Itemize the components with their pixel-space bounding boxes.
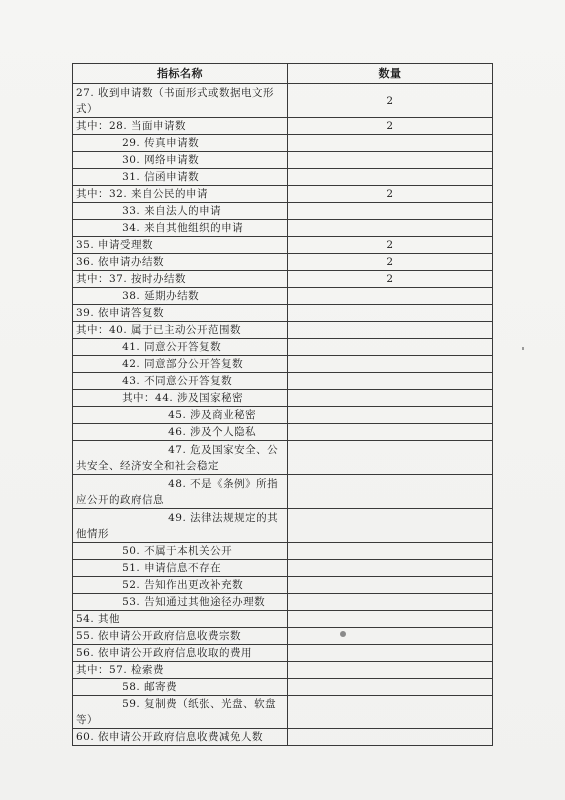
indicator-name-cell: 34. 来自其他组织的申请: [73, 220, 288, 237]
quantity-cell: 2: [288, 118, 493, 135]
indicator-name-cell: 47. 危及国家安全、公共安全、经济安全和社会稳定: [73, 441, 288, 475]
quantity-cell: [288, 577, 493, 594]
indicator-name-cell: 60. 依申请公开政府信息收费减免人数: [73, 729, 288, 746]
quantity-cell: [288, 339, 493, 356]
table-header-row: [73, 64, 493, 84]
table-row: [73, 373, 493, 390]
quantity-cell: 2: [288, 271, 493, 288]
table-row: [73, 339, 493, 356]
ink-dot-mark: [340, 631, 346, 637]
table-row: [73, 696, 493, 729]
column-header-indicator-name: 指标名称: [73, 64, 288, 84]
indicator-name-cell: 42. 同意部分公开答复数: [73, 356, 288, 373]
table-row: [73, 118, 493, 135]
quantity-cell: [288, 628, 493, 645]
indicator-name-cell: 58. 邮寄费: [73, 679, 288, 696]
column-header-quantity: 数量: [288, 64, 493, 84]
quantity-cell: 2: [288, 186, 493, 203]
scan-speck: [522, 347, 524, 350]
indicator-name-cell: 其中：40. 属于已主动公开范围数: [73, 322, 288, 339]
indicator-name-cell: 43. 不同意公开答复数: [73, 373, 288, 390]
quantity-cell: [288, 305, 493, 322]
indicator-name-cell: 38. 延期办结数: [73, 288, 288, 305]
quantity-cell: [288, 390, 493, 407]
quantity-cell: [288, 407, 493, 424]
quantity-cell: [288, 441, 493, 475]
indicator-name-cell: 33. 来自法人的申请: [73, 203, 288, 220]
quantity-cell: [288, 220, 493, 237]
table-row: [73, 356, 493, 373]
table-row: [73, 509, 493, 543]
table-row: [73, 424, 493, 441]
quantity-cell: [288, 560, 493, 577]
table-row: [73, 679, 493, 696]
quantity-cell: 2: [288, 84, 493, 118]
quantity-cell: [288, 543, 493, 560]
table-row: [73, 322, 493, 339]
table-row: [73, 560, 493, 577]
quantity-cell: [288, 373, 493, 390]
indicator-name-cell: 30. 网络申请数: [73, 152, 288, 169]
table-row: [73, 729, 493, 746]
table-row: [73, 135, 493, 152]
indicator-name-cell: 51. 申请信息不存在: [73, 560, 288, 577]
indicator-name-cell: 52. 告知作出更改补充数: [73, 577, 288, 594]
table-row: [73, 390, 493, 407]
quantity-cell: 2: [288, 237, 493, 254]
table-row: [73, 305, 493, 322]
indicator-name-cell: 53. 告知通过其他途径办理数: [73, 594, 288, 611]
indicator-name-cell: 其中：28. 当面申请数: [73, 118, 288, 135]
table-row: [73, 441, 493, 475]
indicator-name-cell: 49. 法律法规规定的其他情形: [73, 509, 288, 543]
table-row: [73, 152, 493, 169]
table-row: [73, 577, 493, 594]
indicator-name-cell: 41. 同意公开答复数: [73, 339, 288, 356]
table-row: [73, 169, 493, 186]
quantity-cell: [288, 152, 493, 169]
table-row: [73, 645, 493, 662]
table-row: [73, 628, 493, 645]
indicator-name-cell: 36. 依申请办结数: [73, 254, 288, 271]
quantity-cell: [288, 169, 493, 186]
indicator-name-cell: 31. 信函申请数: [73, 169, 288, 186]
table-row: [73, 220, 493, 237]
table-row: [73, 594, 493, 611]
indicator-name-cell: 46. 涉及个人隐私: [73, 424, 288, 441]
quantity-cell: 2: [288, 254, 493, 271]
indicator-name-cell: 其中：57. 检索费: [73, 662, 288, 679]
indicator-name-cell: 39. 依申请答复数: [73, 305, 288, 322]
table-body: [73, 84, 493, 746]
table-row: [73, 84, 493, 118]
indicator-name-cell: 其中：37. 按时办结数: [73, 271, 288, 288]
indicator-name-cell: 29. 传真申请数: [73, 135, 288, 152]
table-row: [73, 407, 493, 424]
quantity-cell: [288, 679, 493, 696]
table-row: [73, 271, 493, 288]
indicator-name-cell: 其中：44. 涉及国家秘密: [73, 390, 288, 407]
quantity-cell: [288, 696, 493, 729]
table-row: [73, 237, 493, 254]
quantity-cell: [288, 611, 493, 628]
indicator-name-cell: 59. 复制费（纸张、光盘、软盘等）: [73, 696, 288, 729]
quantity-cell: [288, 594, 493, 611]
table-row: [73, 254, 493, 271]
indicator-name-cell: 50. 不属于本机关公开: [73, 543, 288, 560]
quantity-cell: [288, 135, 493, 152]
table-row: [73, 543, 493, 560]
table-row: [73, 611, 493, 628]
quantity-cell: [288, 356, 493, 373]
quantity-cell: [288, 322, 493, 339]
statistics-table: [72, 63, 493, 746]
table-row: [73, 203, 493, 220]
indicator-name-cell: 其中：32. 来自公民的申请: [73, 186, 288, 203]
quantity-cell: [288, 475, 493, 509]
indicator-name-cell: 48. 不是《条例》所指应公开的政府信息: [73, 475, 288, 509]
indicator-name-cell: 55. 依申请公开政府信息收费宗数: [73, 628, 288, 645]
table-row: [73, 662, 493, 679]
indicator-name-cell: 56. 依申请公开政府信息收取的费用: [73, 645, 288, 662]
quantity-cell: [288, 288, 493, 305]
table-row: [73, 288, 493, 305]
table-row: [73, 186, 493, 203]
quantity-cell: [288, 203, 493, 220]
quantity-cell: [288, 662, 493, 679]
indicator-name-cell: 54. 其他: [73, 611, 288, 628]
quantity-cell: [288, 424, 493, 441]
quantity-cell: [288, 509, 493, 543]
indicator-name-cell: 45. 涉及商业秘密: [73, 407, 288, 424]
table-row: [73, 475, 493, 509]
quantity-cell: [288, 645, 493, 662]
indicator-name-cell: 27. 收到申请数（书面形式或数据电文形式）: [73, 84, 288, 118]
quantity-cell: [288, 729, 493, 746]
indicator-name-cell: 35. 申请受理数: [73, 237, 288, 254]
